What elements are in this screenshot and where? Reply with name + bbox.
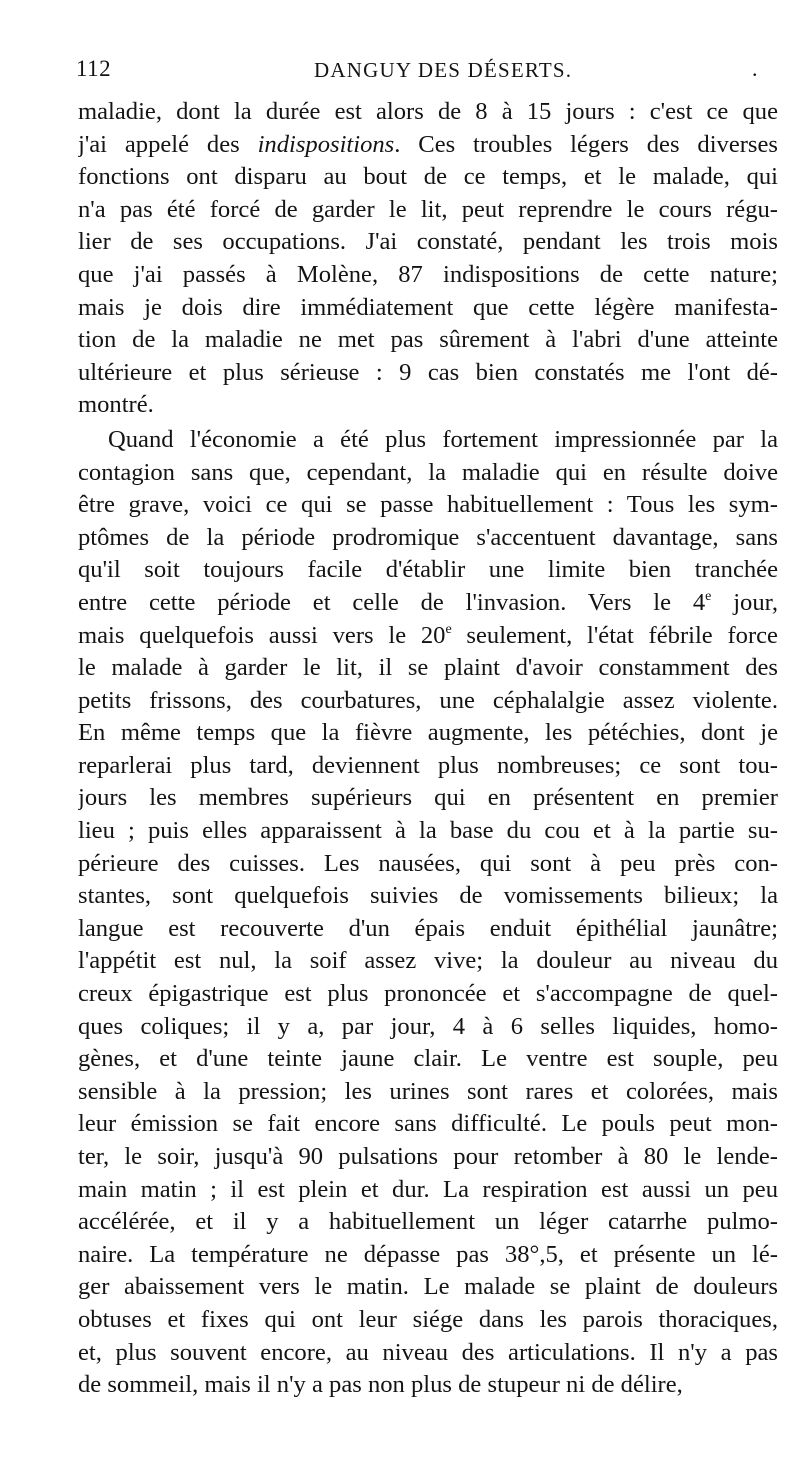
text-line: fonctions ont disparu au bout de ce temps, et le malade, qui: [78, 163, 778, 191]
running-head: DANGUY DES DÉSERTS.: [314, 58, 573, 82]
page-number: 112: [76, 56, 112, 81]
text-line: lier de ses occupations. J'ai constaté, pendant les trois mois: [78, 228, 778, 256]
text-line: ques coliques; il y a, par jour, 4 à 6 selles liquides, homo-: [78, 1012, 778, 1040]
text-line: et, plus souvent encore, au niveau des articulations. Il n'y a pas: [78, 1338, 778, 1366]
text-line: que j'ai passés à Molène, 87 indispositions de cette nature;: [78, 260, 778, 288]
text-line: langue est recouverte d'un épais enduit épithélial jaunâtre;: [78, 914, 778, 942]
text-line: contagion sans que, cependant, la maladie qui en résulte doive: [78, 458, 778, 486]
text-line: creux épigastrique est plus prononcée et s'accompagne de quel-: [78, 980, 778, 1008]
text-line: le malade à garder le lit, il se plaint d'avoir constamment des: [78, 654, 778, 682]
text-run: mais quelquefois aussi vers le 20: [78, 621, 446, 649]
text-line: montré.: [78, 391, 154, 419]
text-line: lieu ; puis elles apparaissent à la base du cou et à la partie su-: [78, 817, 778, 845]
text-line: obtuses et fixes qui ont leur siége dans les parois thoraciques,: [78, 1305, 778, 1333]
text-line: main matin ; il est plein et dur. La respiration est aussi un peu: [78, 1175, 778, 1203]
text-line: ger abaissement vers le matin. Le malade se plaint de douleurs: [78, 1273, 778, 1301]
text-line: périeure des cuisses. Les nausées, qui sont à peu près con-: [78, 849, 778, 877]
text-line: maladie, dont la durée est alors de 8 à 15 jours : c'est ce que: [78, 98, 778, 125]
text-line: reparlerai plus tard, deviennent plus nombreuses; ce sont tou-: [78, 751, 778, 779]
text-line: accélérée, et il y a habituellement un léger catarrhe pulmo-: [78, 1208, 778, 1236]
text-line: [78, 587, 778, 620]
text-line: naire. La température ne dépasse pas 38°,5, et présente un lé-: [78, 1240, 778, 1268]
text-line: gènes, et d'une teinte jaune clair. Le ventre est souple, peu: [78, 1045, 778, 1073]
ordinal-superscript: e: [445, 621, 452, 637]
text-line: [78, 620, 778, 653]
text-run: . Ces troubles légers des diverses: [394, 130, 778, 158]
text-line: l'appétit est nul, la soif assez vive; la douleur au niveau du: [78, 947, 778, 975]
text-line: mais je dois dire immédiatement que cette légère manifesta-: [78, 293, 778, 321]
text-line: ultérieure et plus sérieuse : 9 cas bien constatés me l'ont dé-: [78, 358, 778, 386]
paragraph: [78, 96, 778, 422]
text-run: jour,: [711, 588, 778, 616]
italic-term: indispositions: [257, 130, 395, 158]
page-header: [76, 52, 766, 92]
body-text: [78, 96, 778, 1402]
text-line: petits frissons, des courbatures, une céphalalgie assez violente.: [78, 686, 778, 714]
text-line: leur émission se fait encore sans difficulté. Le pouls peut mon-: [78, 1110, 778, 1138]
text-run: entre cette période et celle de l'invasion. Vers le 4: [78, 588, 706, 616]
text-line: sensible à la pression; les urines sont rares et colorées, mais: [78, 1077, 778, 1105]
text-line: En même temps que la fièvre augmente, les pétéchies, dont je: [78, 719, 778, 747]
text-line: stantes, sont quelquefois suivies de vomissements bilieux; la: [78, 882, 778, 910]
text-line: qu'il soit toujours facile d'établir une limite bien tranchée: [78, 556, 778, 584]
text-run: j'ai appelé des: [78, 130, 258, 158]
text-line: être grave, voici ce qui se passe habituellement : Tous les sym-: [78, 491, 778, 519]
text-line: tion de la maladie ne met pas sûrement à l'abri d'une atteinte: [78, 326, 778, 354]
text-line: ter, le soir, jusqu'à 90 pulsations pour retomber à 80 le lende-: [78, 1143, 778, 1170]
text-line: de sommeil, mais il n'y a pas non plus de stupeur ni de délire,: [78, 1371, 683, 1399]
text-line: [78, 129, 778, 162]
text-line: ptômes de la période prodromique s'accentuent davantage, sans: [78, 523, 778, 551]
text-line: Quand l'économie a été plus fortement impressionnée par la: [108, 425, 778, 453]
header-mark: .: [752, 56, 758, 81]
ordinal-superscript: e: [705, 588, 712, 604]
text-line: n'a pas été forcé de garder le lit, peut reprendre le cours régu-: [78, 195, 778, 223]
paragraph: [78, 424, 778, 1402]
text-line: jours les membres supérieurs qui en présentent en premier: [78, 784, 778, 812]
text-run: seulement, l'état fébrile force: [451, 621, 778, 649]
